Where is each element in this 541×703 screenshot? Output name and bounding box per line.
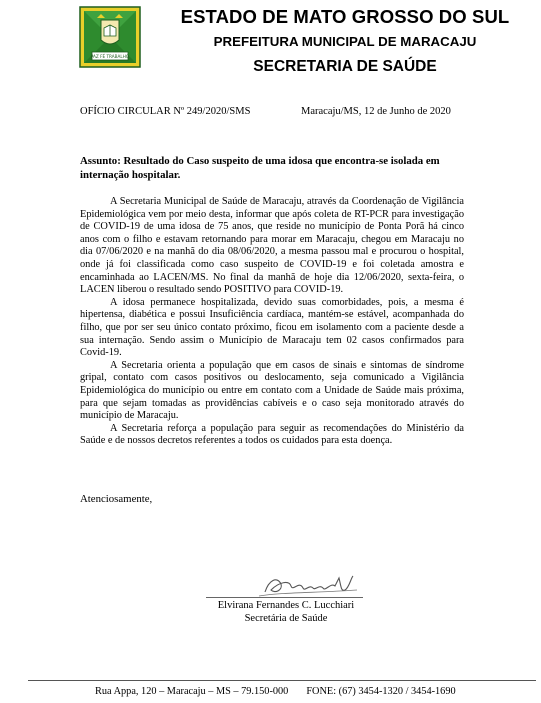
department-name: SECRETARIA DE SAÚDE (253, 58, 437, 75)
signer-name: Elvirana Fernandes C. Lucchiari (217, 600, 355, 611)
body-paragraph: A Secretaria reforça a população para seguir as recomendações do Ministério da Saúde e de nossos decretos referentes a todos os cuidados para esta doença. (80, 422, 464, 447)
footer-divider (28, 680, 536, 681)
signer-title: Secretária de Saúde (244, 613, 328, 624)
document-number: OFÍCIO CIRCULAR Nº 249/2020/SMS (80, 106, 251, 117)
place-and-date: Maracaju/MS, 12 de Junho de 2020 (301, 106, 451, 117)
closing-salutation: Atenciosamente, (80, 493, 153, 505)
body-paragraph: A Secretaria orienta a população que em casos de sinais e sintomas de síndrome gripal, contato com casos positivos ou deslocamento, seja comunicado a Vigilância Epidemiológica do município ou entre em contato com a Unidade de Saúde mais próxima, para que sejam tomadas as providências cabíveis e o caso seja monitorado através do município de Maracaju. (80, 359, 464, 422)
handwritten-signature (255, 566, 365, 600)
crest-motto: PAZ FÉ TRABALHO (90, 54, 130, 59)
state-name: ESTADO DE MATO GROSSO DO SUL (180, 6, 510, 27)
letter-body (80, 196, 464, 448)
signer-block (206, 599, 366, 625)
city-hall-name: PREFEITURA MUNICIPAL DE MARACAJU (213, 34, 477, 49)
signature-line (206, 597, 363, 598)
footer (95, 686, 456, 697)
subject-line: Assunto: Resultado do Caso suspeito de uma idosa que encontra-se isolada em internação hospitalar. (80, 155, 440, 181)
footer-address: Rua Appa, 120 – Maracaju – MS – 79.150-000 (95, 686, 289, 697)
body-paragraph: A idosa permanece hospitalizada, devido suas comorbidades, pois, a mesma é hipertensa, diabética e possui Insuficiência cardíaca, mantém-se estável, acompanhada do filho, que por ser seu único contato próximo, ficou em isolamento com a paciente desde a sua internação. Sendo assim o Município de Maracaju tem 02 casos confirmados para Covid-19. (80, 296, 464, 359)
body-paragraph: A Secretaria Municipal de Saúde de Maracaju, através da Coordenação de Vigilância Epidemiológica vem por meio desta, informar que após coleta de RT-PCR para investigação de COVID-19 de uma idosa de 75 anos, que reside no município de Ponta Porã há cinco anos com o filho e estavam retornando para morar em Maracaju, chegou em Maracaju no dia 07/06/2020 e na manhã do dia 08/06/2020, a mesma passou mal e procurou o hospital, onde já foi classificada como caso suspeito de COVID-19 e foi coletada amostra e encaminhada ao LACEN/MS. No final da manhã de hoje dia 12/06/2020, sexta-feira, o LACEN liberou o resultado sendo POSITIVO para COVID-19. (80, 196, 464, 296)
footer-phone: FONE: (67) 3454-1320 / 3454-1690 (306, 686, 456, 697)
municipal-crest-logo (79, 6, 141, 68)
letterhead (150, 6, 540, 76)
